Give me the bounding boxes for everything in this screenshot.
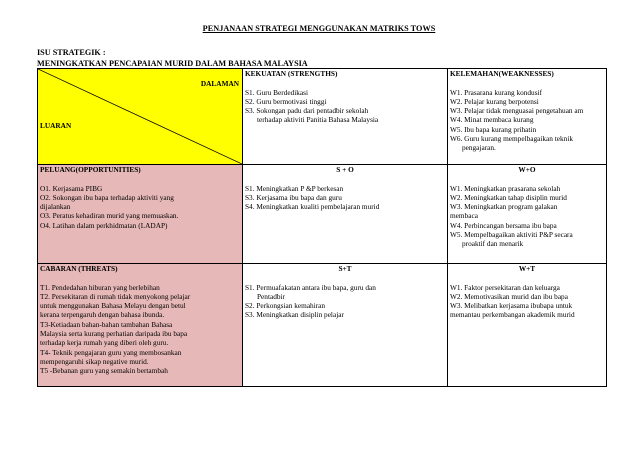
list-item: S4. Meningkatkan kualiti pembelajaran murid bbox=[245, 202, 380, 212]
list-item: T3-Ketiadaan bahan-bahan tambahan Bahasa bbox=[40, 319, 173, 329]
list-item: memantau perkembangan akademik murid bbox=[450, 310, 575, 320]
strategic-issue bbox=[37, 48, 308, 69]
wt-strategy-cell bbox=[448, 264, 607, 387]
list-item: W2. Memotivasikan murid dan ibu bapa bbox=[450, 291, 568, 301]
list-item: W1. Faktor persekitaran dan keluarga bbox=[450, 282, 560, 292]
list-item: membaca bbox=[450, 211, 478, 221]
list-item: S1. Guru Berdedikasi bbox=[245, 87, 309, 97]
list-item: O2. Sokongan ibu bapa terhadap aktiviti yang bbox=[40, 192, 174, 202]
list-item: T2. Persekitaran di rumah tidak menyokong pelajar bbox=[40, 291, 191, 301]
table-row bbox=[38, 165, 607, 264]
wo-strategy-cell bbox=[448, 165, 607, 264]
list-item: T1. Pendedahan hiburan yang berlebihan bbox=[40, 282, 160, 292]
list-item: W2. Meningkatkan tahap disiplin murid bbox=[450, 192, 567, 202]
list-item: W6. Guru kurang mempelbagaikan teknik bbox=[450, 134, 573, 144]
opportunities-cell bbox=[38, 165, 243, 264]
corner-external-label: LUARAN bbox=[40, 121, 72, 130]
so-strategy-cell bbox=[243, 165, 448, 264]
list-item: S2. Guru bermotivasi tinggi bbox=[245, 96, 327, 106]
list-item: terhadap kerja rumah yang diberi oleh guru. bbox=[40, 338, 169, 348]
issue-text: MENINGKATKAN PENCAPAIAN MURID DALAM BAHASA MALAYSIA bbox=[37, 58, 308, 68]
list-item: W2. Pelajar kurang berpotensi bbox=[450, 96, 539, 106]
list-item: O1. Kerjasama PIBG bbox=[40, 183, 103, 193]
list-item: pengajaran. bbox=[462, 143, 496, 153]
list-item: S3. Meningkatkan disiplin pelajar bbox=[245, 310, 344, 320]
st-header: S+T bbox=[338, 264, 352, 273]
opportunities-header: PELUANG(OPPORTUNITIES) bbox=[40, 165, 141, 174]
list-item: S1. Meningkatkan P &P berkesan bbox=[245, 183, 344, 193]
list-item: untuk menggunakan Bahasa Melayu dengan betul bbox=[40, 301, 186, 311]
list-item: S1. Permuafakatan antara ibu bapa, guru dan bbox=[245, 282, 376, 292]
list-item: kerana terpengaruh dengan bahasa ibunda. bbox=[40, 310, 165, 320]
list-item: W4. Minat membaca kurang bbox=[450, 115, 534, 125]
list-item: O3. Peratus kehadiran murid yang memuaskan. bbox=[40, 211, 179, 221]
list-item: mempengaruhi sikap negative murid. bbox=[40, 356, 149, 366]
corner-cell bbox=[38, 69, 243, 165]
corner-internal-label: DALAMAN bbox=[200, 79, 239, 88]
list-item: terhadap aktiviti Panitia Bahasa Malaysia bbox=[257, 115, 379, 125]
list-item: W5. Ibu bapa kurang prihatin bbox=[450, 124, 537, 134]
st-strategy-cell bbox=[243, 264, 448, 387]
tows-matrix-table bbox=[37, 68, 607, 387]
wo-header: W+O bbox=[518, 165, 536, 174]
list-item: W3. Meningkatkan program galakan bbox=[450, 202, 558, 212]
so-header: S + O bbox=[336, 165, 354, 174]
list-item: Pentadbir bbox=[257, 291, 285, 301]
list-item: T5 -Bebanan guru yang semakin bertambah bbox=[40, 366, 168, 376]
threats-header: CABARAN (THREATS) bbox=[40, 264, 118, 273]
list-item: dijalankan bbox=[40, 202, 71, 212]
list-item: W3. Melibatkan kerjasama ibubapa untuk bbox=[450, 301, 573, 311]
list-item: S3. Kerjasama ibu bapa dan guru bbox=[245, 192, 342, 202]
list-item: proaktif dan menarik bbox=[462, 239, 524, 249]
list-item: T4- Teknik pengajaran guru yang membosankan bbox=[40, 347, 182, 357]
list-item: W1. Meningkatkan prasarana sekolah bbox=[450, 183, 561, 193]
weaknesses-header: KELEMAHAN(WEAKNESSES) bbox=[450, 69, 554, 78]
list-item: W1. Prasarana kurang kondusif bbox=[450, 87, 542, 97]
document-title: PENJANAAN STRATEGI MENGGUNAKAN MATRIKS TOWS bbox=[202, 24, 436, 33]
list-item: S3. Sokongan padu dari pentadbir sekolah bbox=[245, 106, 369, 116]
list-item: W3. Pelajar tidak menguasai pengetahuan am bbox=[450, 106, 584, 116]
list-item: W4. Perbincangan bersama ibu bapa bbox=[450, 220, 557, 230]
strengths-header: KEKUATAN (STRENGTHS) bbox=[245, 69, 338, 78]
list-item: W5. Mempelbagaikan aktiviti P&P secara bbox=[450, 230, 573, 240]
wt-header: W+T bbox=[518, 264, 536, 273]
table-row bbox=[38, 264, 607, 387]
list-item: O4. Latihan dalam perkhidmatan (LADAP) bbox=[40, 220, 168, 230]
list-item: S2. Perkongsian kemahiran bbox=[245, 301, 326, 311]
issue-label: ISU STRATEGIK : bbox=[37, 48, 106, 57]
strengths-cell bbox=[243, 69, 448, 165]
threats-cell bbox=[38, 264, 243, 387]
weaknesses-cell bbox=[448, 69, 607, 165]
list-item: Malaysia serta kurang perhatian daripada ibu bapa bbox=[40, 329, 188, 339]
table-row bbox=[38, 69, 607, 165]
